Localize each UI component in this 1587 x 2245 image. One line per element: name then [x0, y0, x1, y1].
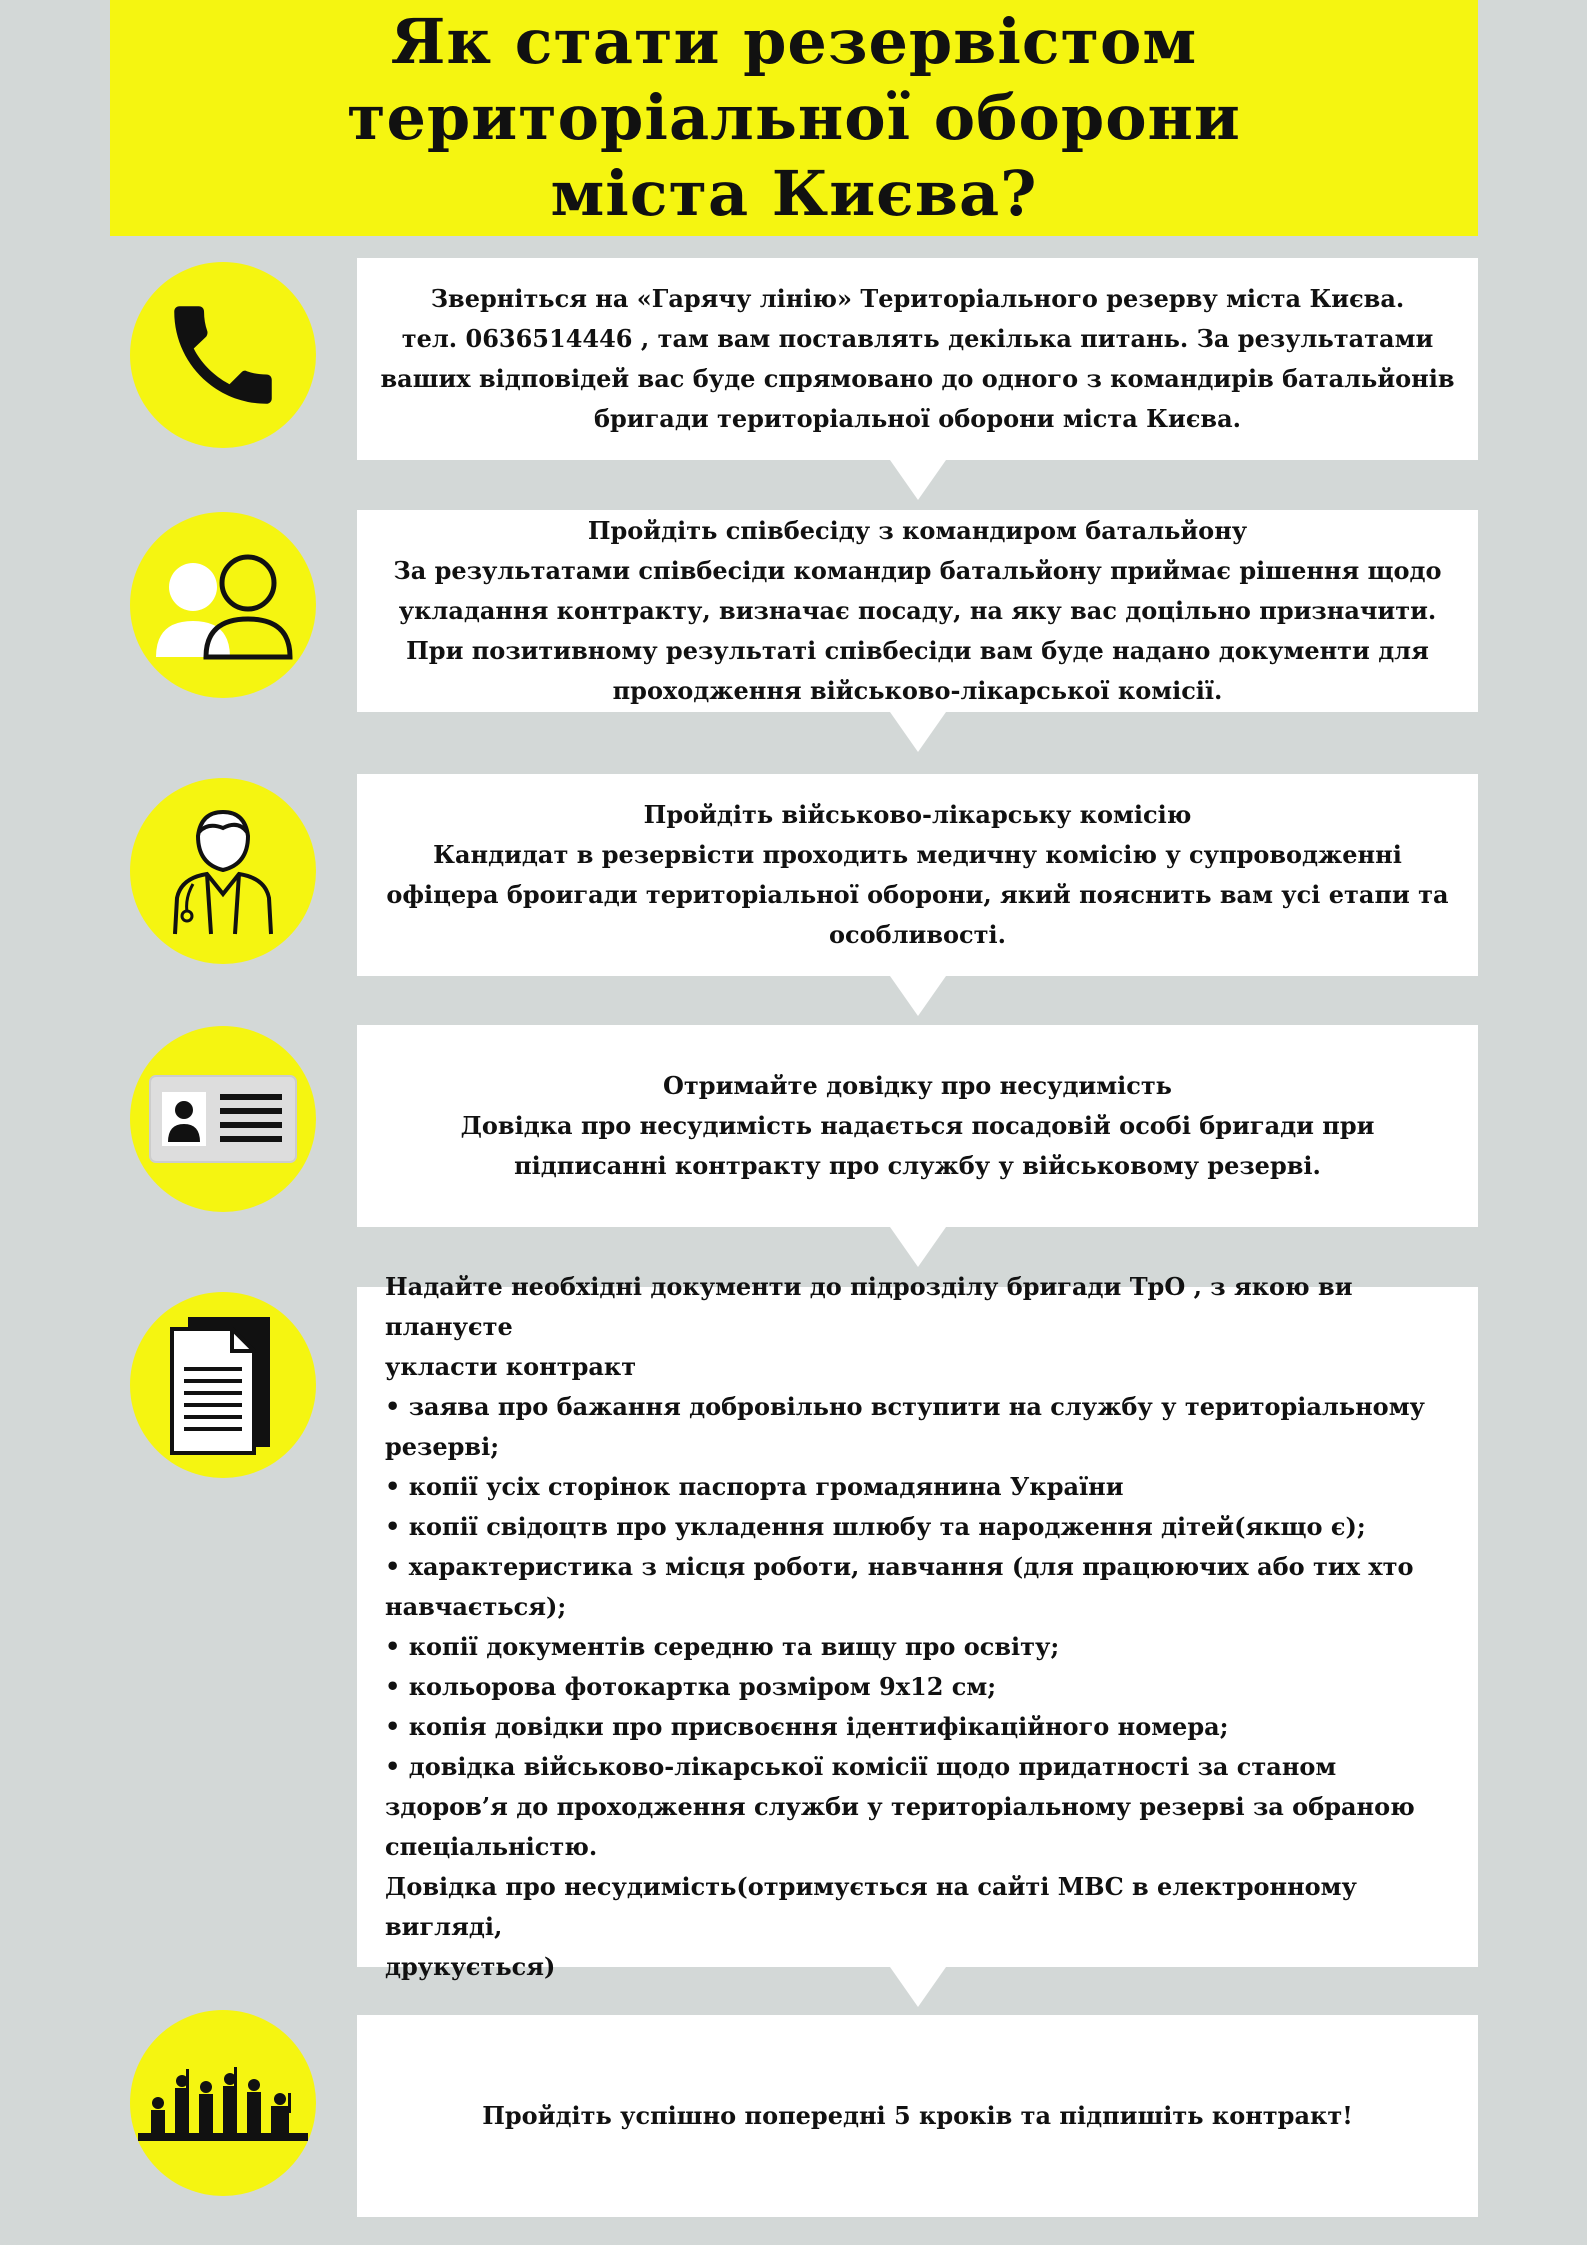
step-5-line: • довідка військово-лікарської комісії щодо придатності за станом [385, 1752, 1337, 1781]
step-4-line: підписанні контракту про службу у військовому резерві. [514, 1151, 1321, 1180]
step-1-line: тел. 0636514446 , там вам поставлять декілька питань. За результатами [401, 324, 1434, 353]
step-2-card [357, 510, 1478, 712]
step-6-card [357, 2015, 1478, 2217]
step-3-icon-circle [130, 778, 316, 964]
page-title: Як стати резервістом територіальної оборони міста Києва? [347, 5, 1241, 230]
step-3-line: особливості. [828, 920, 1006, 949]
step-3-card [357, 774, 1478, 976]
step-5-line: Довідка про несудимість(отримується на сайті МВС в електронному вигляді, [385, 1872, 1357, 1941]
documents-icon [168, 1315, 278, 1455]
title-banner [110, 0, 1478, 236]
step-5-text [385, 1267, 1478, 1987]
step-4-card [357, 1025, 1478, 1227]
step-5-line: • кольорова фотокартка розміром 9x12 см; [385, 1672, 997, 1701]
soldiers-icon [138, 2063, 308, 2143]
step-5-line: резерві; [385, 1432, 500, 1461]
step-2-line: укладання контракту, визначає посаду, на яку вас доцільно призначити. [398, 596, 1437, 625]
step-5-line: навчається); [385, 1592, 567, 1621]
step-2-line: проходження військово-лікарської комісії. [612, 676, 1223, 705]
step-5-icon-circle [130, 1292, 316, 1478]
step-2-heading: Пройдіть співбесіду з командиром батальйону [587, 516, 1248, 545]
step-4-text [461, 1066, 1375, 1186]
step-3-text [386, 795, 1448, 955]
step-4-icon-circle [130, 1026, 316, 1212]
step-5-line: • копії свідоцтв про укладення шлюбу та народження дітей(якщо є); [385, 1512, 1366, 1541]
step-1-line: бригади територіальної оборони міста Києва. [593, 404, 1242, 433]
step-2-line: При позитивному результаті співбесіди вам буде надано документи для [406, 636, 1429, 665]
step-3-line: Кандидат в резервісти проходить медичну комісію у супроводженні [433, 840, 1402, 869]
step-1-line: Зверніться на «Гарячу лінію» Територіального резерву міста Києва. [430, 284, 1405, 313]
step-6-line: Пройдіть успішно попередні 5 кроків та підпишіть контракт! [482, 2101, 1353, 2130]
step-2-icon-circle [130, 512, 316, 698]
step-6-text [482, 2096, 1353, 2136]
step-1-text [380, 279, 1454, 439]
step-1-icon-circle [130, 262, 316, 448]
step-5-line: • копії усіх сторінок паспорта громадянина України [385, 1472, 1124, 1501]
step-6-icon-circle [130, 2010, 316, 2196]
step-5-line: укласти контракт [385, 1352, 637, 1381]
step-3-line: офіцера броигади територіальної оборони, який пояснить вам усі етапи та [386, 880, 1449, 909]
step-5-line: • заява про бажання добровільно вступити на службу у територіальному [385, 1392, 1425, 1421]
doctor-icon [163, 806, 283, 936]
step-4-heading: Отримайте довідку про несудимість [663, 1071, 1172, 1100]
step-5-line: спеціальністю. [385, 1832, 598, 1861]
step-4-line: Довідка про несудимість надається посадовій особі бригади при [460, 1111, 1375, 1140]
step-5-line: • копія довідки про присвоєння ідентифікаційного номера; [385, 1712, 1229, 1741]
step-5-line: здоров’я до проходження служби у територіальному резерві за обраною [385, 1792, 1415, 1821]
users-icon [148, 545, 298, 665]
step-2-line: За результатами співбесіди командир батальйону приймає рішення щодо [393, 556, 1442, 585]
step-5-card [357, 1272, 1478, 1981]
step-1-line: ваших відповідей вас буде спрямовано до одного з командирів батальйонів [380, 364, 1455, 393]
step-3-heading: Пройдіть військово-лікарську комісію [643, 800, 1192, 829]
id-card-icon [148, 1074, 298, 1164]
step-5-line: друкується) [385, 1952, 556, 1981]
step-2-text [393, 511, 1441, 711]
step-1-card [357, 258, 1478, 460]
step-5-line: • характеристика з місця роботи, навчання (для працюючих або тих хто [385, 1552, 1414, 1581]
phone-icon [158, 290, 288, 420]
step-5-line: Надайте необхідні документи до підрозділу бригади ТрО , з якою ви плануєте [385, 1272, 1353, 1341]
step-5-line: • копії документів середню та вищу про освіту; [385, 1632, 1060, 1661]
